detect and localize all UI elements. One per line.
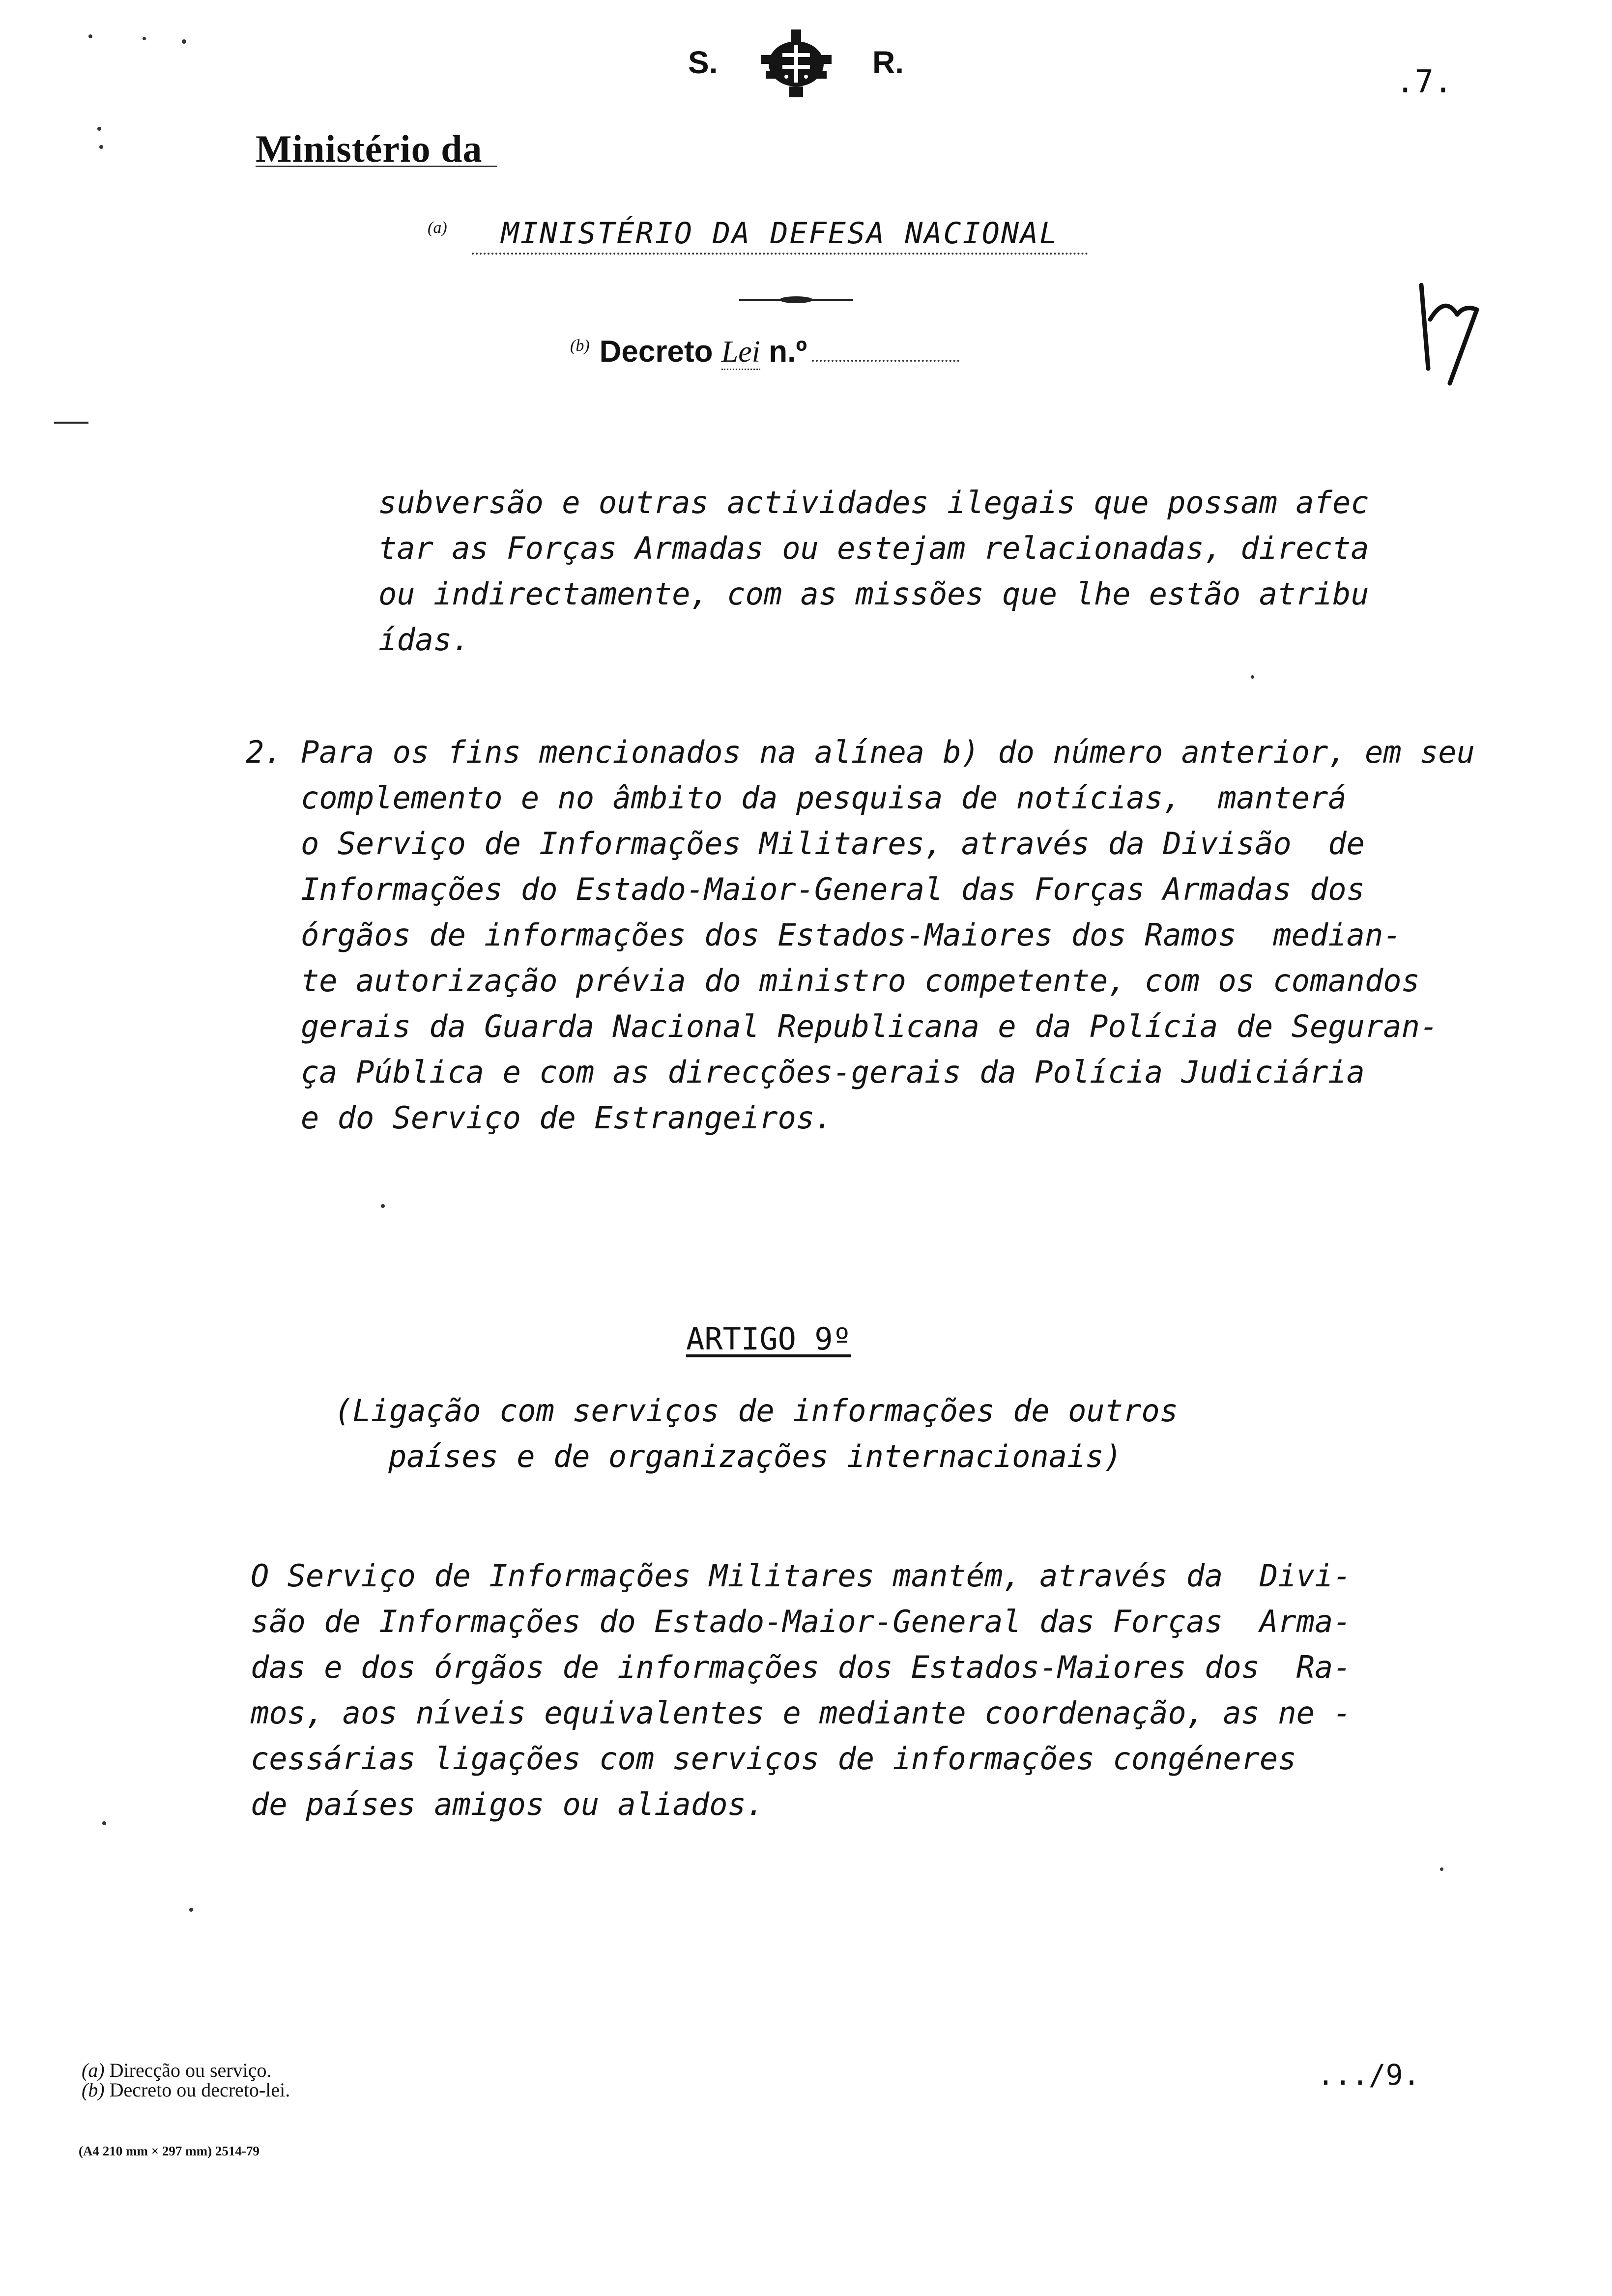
footnote-b-text: Decreto ou decreto-lei. bbox=[109, 2079, 290, 2101]
article-subtitle-line-1: (Ligação com serviços de informações de outros bbox=[334, 1393, 1179, 1429]
footnote-b-marker: (b) bbox=[82, 2079, 105, 2101]
form-code: (A4 210 mm × 297 mm) 2514-79 bbox=[79, 2144, 259, 2158]
scan-speck bbox=[143, 37, 146, 40]
scan-speck bbox=[381, 1204, 385, 1208]
decreto-label: Decreto bbox=[599, 335, 713, 369]
ministry-name: MINISTÉRIO DA DEFESA NACIONAL bbox=[472, 216, 1089, 255]
coat-of-arms-emblem-icon bbox=[747, 26, 845, 104]
article-9-paragraph: O Serviço de Informações Militares mantém, através da Divi- são de Informações do Estado-Maior-General das Forças Arma- das e dos órgãos de informações dos Estados-Maiores dos Ra- mos, aos níveis equivalentes e mediante coordenação, as ne - cessárias ligações com serviços de informações congéneres de países amigos ou aliados. bbox=[251, 1558, 1352, 1822]
scan-speck bbox=[1440, 1867, 1443, 1871]
scan-speck bbox=[1251, 675, 1254, 679]
scan-speck bbox=[97, 127, 101, 131]
header-s-letter: S. bbox=[688, 45, 718, 80]
footnote-a-text: Direcção ou serviço. bbox=[109, 2059, 272, 2081]
ornamental-divider bbox=[737, 294, 855, 306]
scan-speck bbox=[99, 145, 103, 149]
ministry-field bbox=[428, 216, 1088, 255]
article-subtitle-line-2: países e de organizações internacionais) bbox=[388, 1438, 1123, 1474]
article-title: ARTIGO 9º bbox=[686, 1321, 851, 1357]
paragraph-continuation: subversão e outras actividades ilegais que possam afec tar as Forças Armadas ou estejam relacionadas, directa ou indirectamente, com as missões que lhe estão atribu ídas. bbox=[378, 485, 1369, 658]
margin-dash bbox=[54, 422, 88, 424]
ministerio-heading: Ministério da bbox=[256, 127, 483, 170]
scan-speck bbox=[182, 39, 186, 44]
handwritten-margin-mark bbox=[1410, 275, 1484, 388]
decreto-number-label: n.º bbox=[769, 335, 807, 369]
decreto-handwritten-type: Lei bbox=[721, 335, 760, 370]
page-number: .7. bbox=[1396, 64, 1453, 100]
paragraph-item-2: 2. Para os fins mencionados na alínea b) do número anterior, em seu complemento e no âmbito da pesquisa de notícias, manterá o Serviço de Informações Militares, através da Divisão de Informações do Estado-Maior-General das Forças Armadas dos órgãos de informações dos Estados-Maiores dos Ramos median- te autorização prévia do ministro competente, com os comandos gerais da Guarda Nacional Republicana e da Polícia de Seguran- ça Pública e com as direcções-gerais da Polícia Judiciária e do Serviço de Estrangeiros. bbox=[246, 734, 1475, 1136]
footnote-a-marker: (a) bbox=[82, 2059, 105, 2081]
field-a-marker: (a) bbox=[428, 219, 447, 237]
footnote-b bbox=[82, 2080, 290, 2100]
scan-speck bbox=[189, 1908, 193, 1912]
field-b-marker: (b) bbox=[570, 337, 590, 355]
decreto-number-blank bbox=[812, 360, 959, 362]
continuation-marker: .../9. bbox=[1317, 2058, 1420, 2092]
decreto-field bbox=[570, 334, 959, 370]
scan-speck bbox=[88, 34, 92, 38]
footnote-a bbox=[82, 2061, 271, 2080]
header-r-letter: R. bbox=[872, 45, 904, 80]
scan-speck bbox=[102, 1821, 106, 1825]
